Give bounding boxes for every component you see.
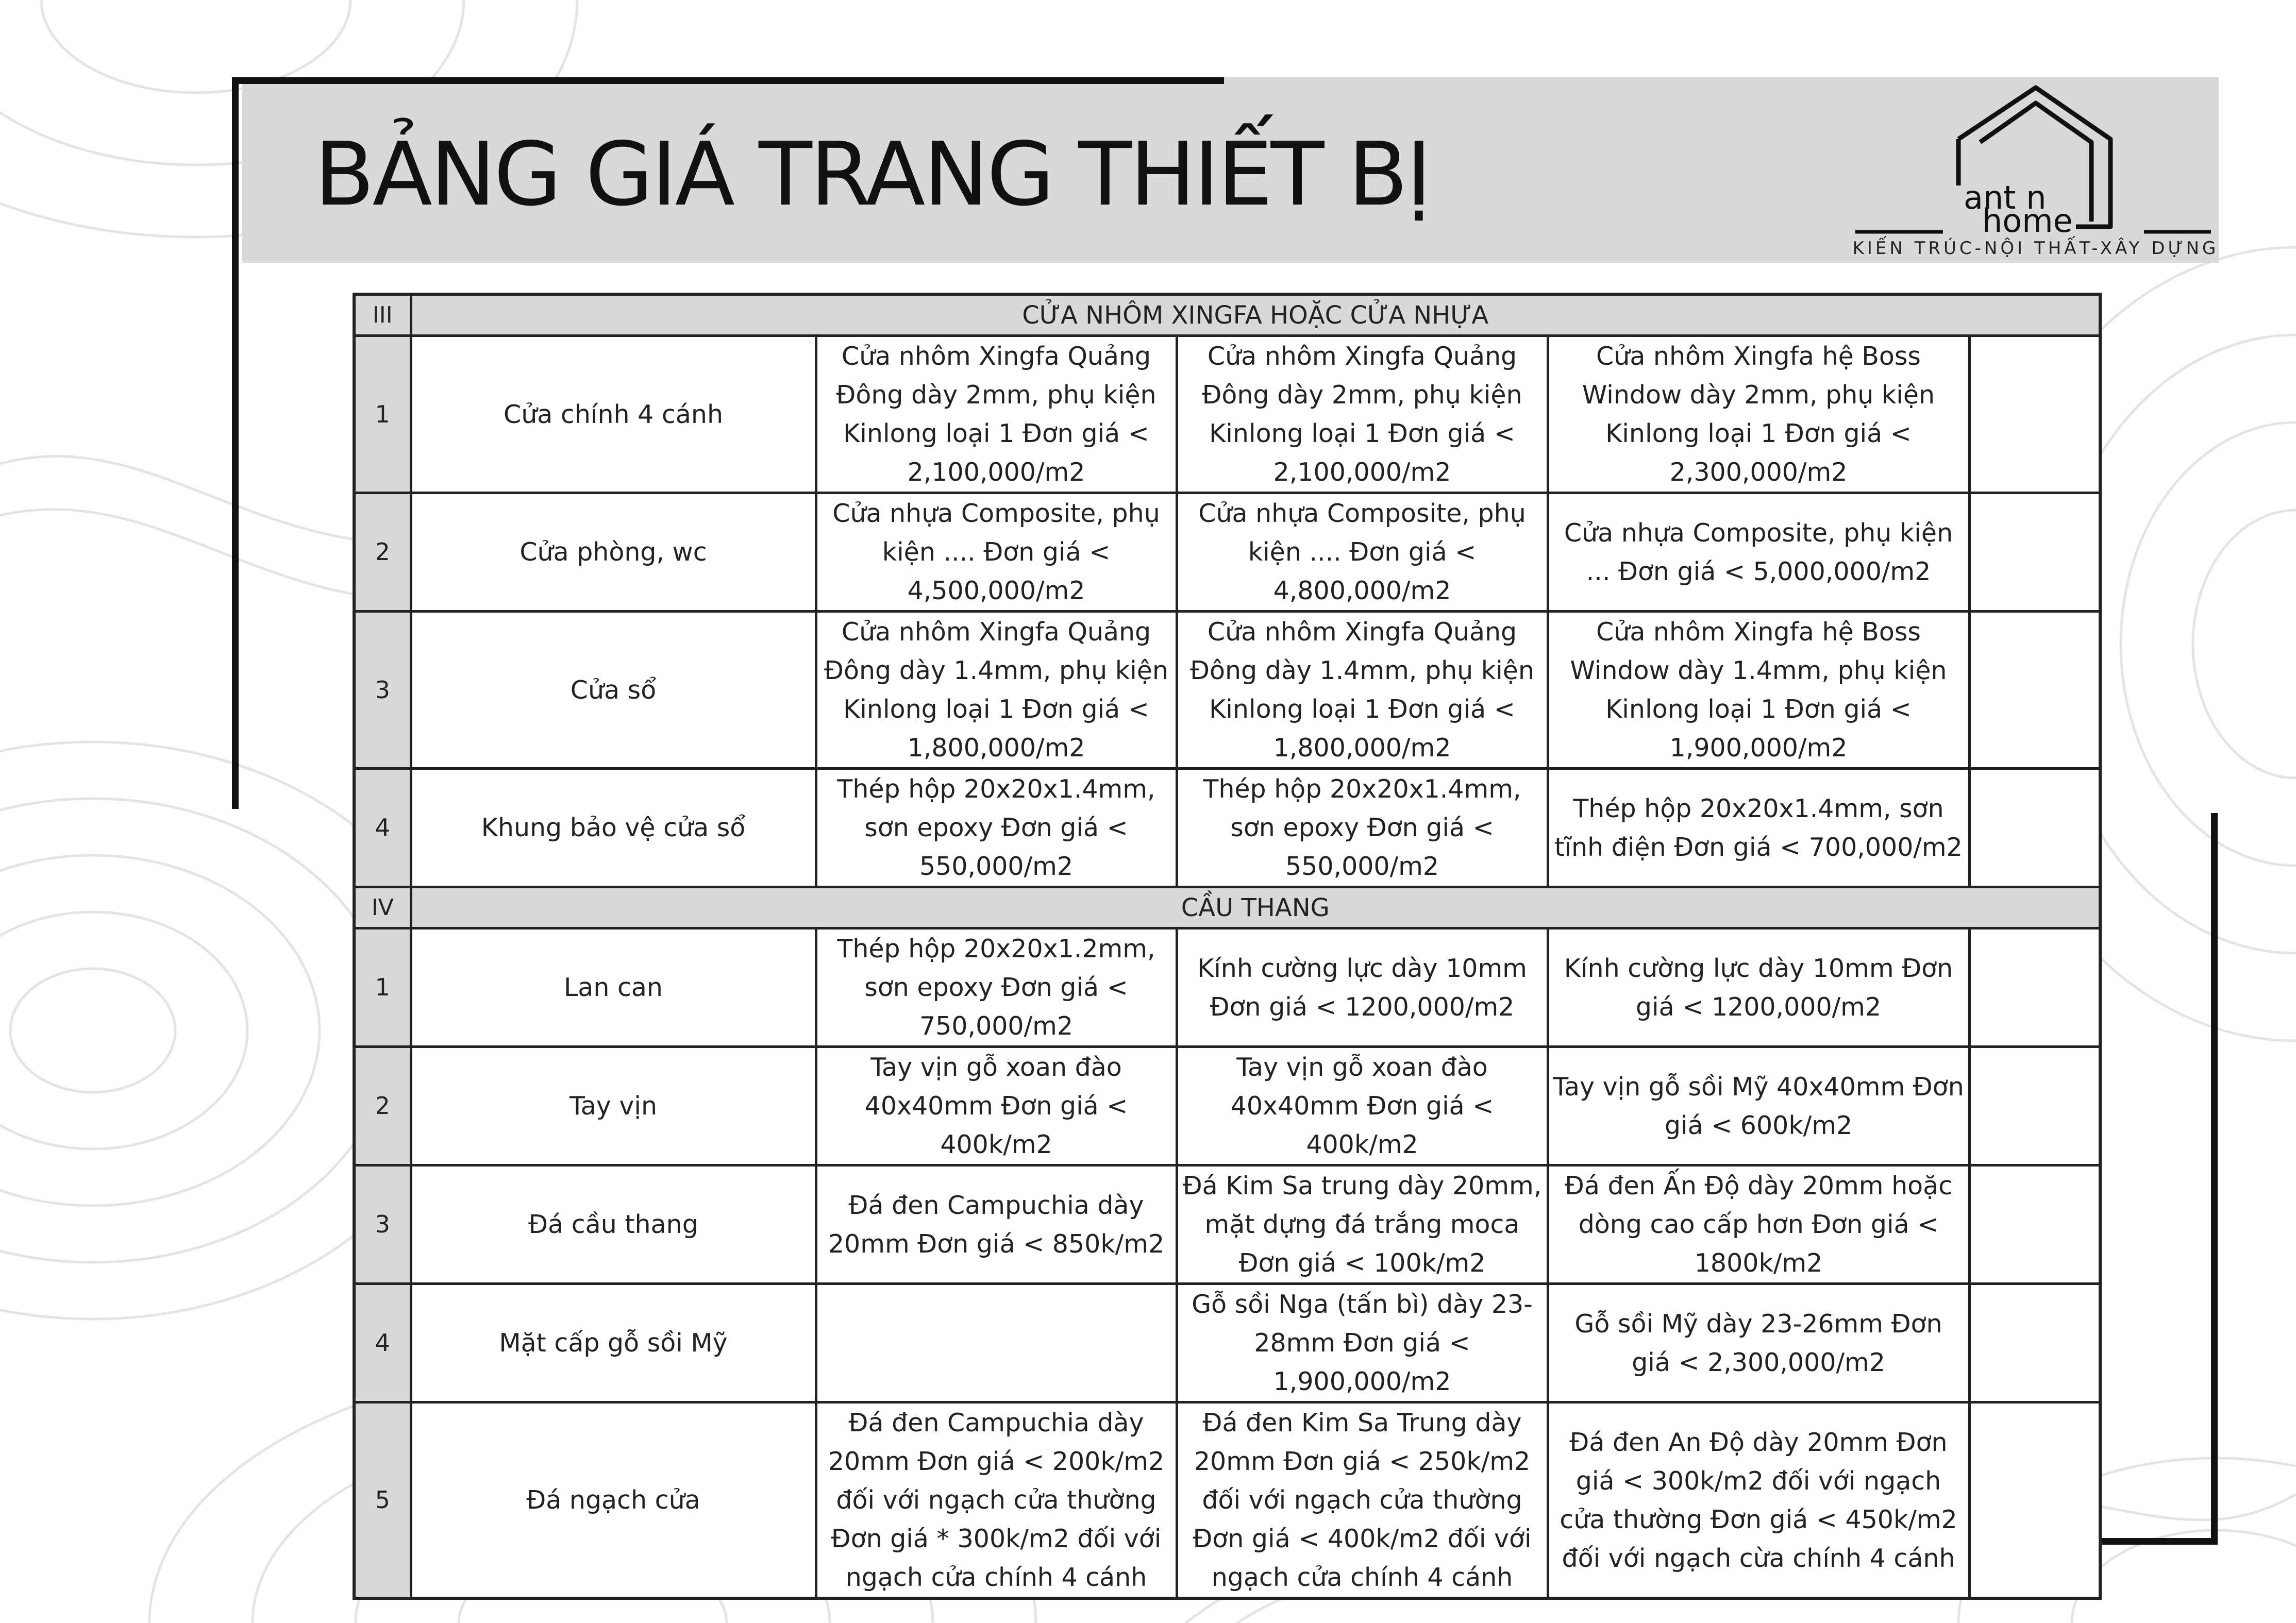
row-number: 5: [354, 1402, 411, 1599]
option-3: Tay vịn gỗ sồi Mỹ 40x40mm Đơn giá < 600k/m2: [1548, 1047, 1969, 1165]
option-2: Đá đen Kim Sa Trung dày 20mm Đơn giá < 250k/m2 đối với ngạch cửa thường Đơn giá < 400k/m2 đối với ngạch cửa chính 4 cánh: [1177, 1402, 1548, 1599]
logo-tagline: KIẾN TRÚC-NỘI THẤT-XÂY DỰNG: [1852, 238, 2219, 259]
row-number: 3: [354, 612, 411, 769]
note-cell: [1969, 612, 2100, 769]
option-1: Tay vịn gỗ xoan đào 40x40mm Đơn giá < 400k/m2: [816, 1047, 1177, 1165]
option-3: Cửa nhôm Xingfa hệ Boss Window dày 1.4mm, phụ kiện Kinlong loại 1 Đơn giá < 1,900,000/m2: [1548, 612, 1969, 769]
item-name: Lan can: [411, 928, 816, 1047]
option-3: Kính cường lực dày 10mm Đơn giá < 1200,000/m2: [1548, 928, 1969, 1047]
row-number: 2: [354, 493, 411, 612]
row-number: 2: [354, 1047, 411, 1165]
note-cell: [1969, 336, 2100, 493]
note-cell: [1969, 493, 2100, 612]
item-name: Tay vịn: [411, 1047, 816, 1165]
table-row: [354, 1284, 2100, 1402]
note-cell: [1969, 1402, 2100, 1599]
row-number: 4: [354, 769, 411, 887]
table-row: [354, 1402, 2100, 1599]
section-title: CẦU THANG: [411, 887, 2100, 928]
note-cell: [1969, 928, 2100, 1047]
note-cell: [1969, 1165, 2100, 1284]
item-name: Cửa sổ: [411, 612, 816, 769]
option-2: Thép hộp 20x20x1.4mm, sơn epoxy Đơn giá < 550,000/m2: [1177, 769, 1548, 887]
option-2: Cửa nhôm Xingfa Quảng Đông dày 2mm, phụ kiện Kinlong loại 1 Đơn giá < 2,100,000/m2: [1177, 336, 1548, 493]
item-name: Cửa chính 4 cánh: [411, 336, 816, 493]
item-name: Đá ngạch cửa: [411, 1402, 816, 1599]
option-1: Đá đen Campuchia dày 20mm Đơn giá < 200k/m2 đối với ngạch cửa thường Đơn giá * 300k/m2 đối với ngạch cửa chính 4 cánh: [816, 1402, 1177, 1599]
row-number: 1: [354, 336, 411, 493]
option-2: Kính cường lực dày 10mm Đơn giá < 1200,000/m2: [1177, 928, 1548, 1047]
option-3: Cửa nhôm Xingfa hệ Boss Window dày 2mm, phụ kiện Kinlong loại 1 Đơn giá < 2,300,000/m2: [1548, 336, 1969, 493]
row-number: 4: [354, 1284, 411, 1402]
table-row: [354, 336, 2100, 493]
option-3: Đá đen An Độ dày 20mm Đơn giá < 300k/m2 đối với ngạch cửa thường Đơn giá < 450k/m2 đối với ngạch cừa chính 4 cánh: [1548, 1402, 1969, 1599]
logo-word-top: ant n: [1964, 179, 2047, 216]
frame-line-left: [232, 77, 239, 809]
table-row: [354, 928, 2100, 1047]
item-name: Mặt cấp gỗ sồi Mỹ: [411, 1284, 816, 1402]
logo-word-bottom: home: [1982, 202, 2073, 240]
table-row: [354, 1165, 2100, 1284]
option-2: Gỗ sồi Nga (tấn bì) dày 23-28mm Đơn giá < 1,900,000/m2: [1177, 1284, 1548, 1402]
item-name: Cửa phòng, wc: [411, 493, 816, 612]
option-1: Cửa nhôm Xingfa Quảng Đông dày 1.4mm, phụ kiện Kinlong loại 1 Đơn giá < 1,800,000/m2: [816, 612, 1177, 769]
item-name: Khung bảo vệ cửa sổ: [411, 769, 816, 887]
table-row: [354, 612, 2100, 769]
option-2: Tay vịn gỗ xoan đào 40x40mm Đơn giá < 400k/m2: [1177, 1047, 1548, 1165]
page-title: BẢNG GIÁ TRANG THIẾT BỊ: [314, 124, 1430, 226]
row-number: 3: [354, 1165, 411, 1284]
section-number: III: [354, 294, 411, 336]
section-header-row: [354, 887, 2100, 928]
option-3: Cửa nhựa Composite, phụ kiện ... Đơn giá < 5,000,000/m2: [1548, 493, 1969, 612]
frame-line-right: [2211, 813, 2218, 1545]
note-cell: [1969, 769, 2100, 887]
note-cell: [1969, 1284, 2100, 1402]
option-1: Cửa nhôm Xingfa Quảng Đông dày 2mm, phụ kiện Kinlong loại 1 Đơn giá < 2,100,000/m2: [816, 336, 1177, 493]
table-row: [354, 769, 2100, 887]
option-2: Cửa nhôm Xingfa Quảng Đông dày 1.4mm, phụ kiện Kinlong loại 1 Đơn giá < 1,800,000/m2: [1177, 612, 1548, 769]
option-1: Cửa nhựa Composite, phụ kiện .... Đơn giá < 4,500,000/m2: [816, 493, 1177, 612]
row-number: 1: [354, 928, 411, 1047]
option-3: Đá đen Ấn Độ dày 20mm hoặc dòng cao cấp hơn Đơn giá < 1800k/m2: [1548, 1165, 1969, 1284]
section-number: IV: [354, 887, 411, 928]
option-1: Thép hộp 20x20x1.4mm, sơn epoxy Đơn giá < 550,000/m2: [816, 769, 1177, 887]
note-cell: [1969, 1047, 2100, 1165]
option-2: Cửa nhựa Composite, phụ kiện .... Đơn giá < 4,800,000/m2: [1177, 493, 1548, 612]
option-3: Thép hộp 20x20x1.4mm, sơn tĩnh điện Đơn giá < 700,000/m2: [1548, 769, 1969, 887]
section-header-row: [354, 294, 2100, 336]
option-1: Thép hộp 20x20x1.2mm, sơn epoxy Đơn giá < 750,000/m2: [816, 928, 1177, 1047]
option-2: Đá Kim Sa trung dày 20mm, mặt dựng đá trắng moca Đơn giá < 100k/m2: [1177, 1165, 1548, 1284]
option-3: Gỗ sồi Mỹ dày 23-26mm Đơn giá < 2,300,000/m2: [1548, 1284, 1969, 1402]
item-name: Đá cầu thang: [411, 1165, 816, 1284]
section-title: CỬA NHÔM XINGFA HOẶC CỬA NHỰA: [411, 294, 2100, 336]
frame-line-top: [232, 77, 1224, 84]
option-1: [816, 1284, 1177, 1402]
table-row: [354, 493, 2100, 612]
option-1: Đá đen Campuchia dày 20mm Đơn giá < 850k/m2: [816, 1165, 1177, 1284]
price-table: [353, 293, 2102, 1600]
table-row: [354, 1047, 2100, 1165]
